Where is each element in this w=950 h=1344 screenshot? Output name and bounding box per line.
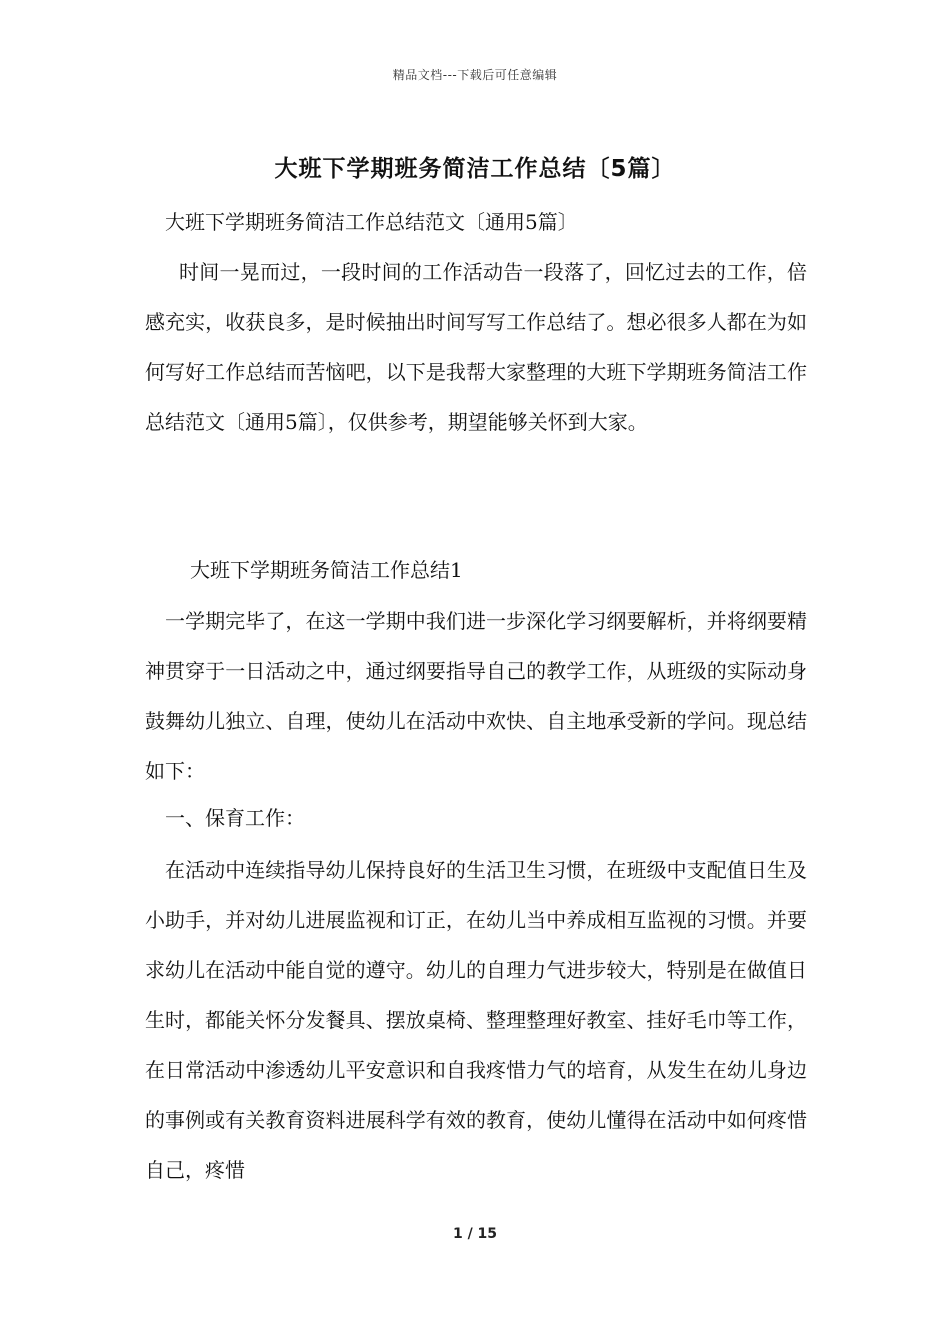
- heading-care-work: 一、保育工作：: [165, 806, 305, 830]
- document-title: 大班下学期班务简洁工作总结〔5篇〕: [274, 156, 676, 182]
- header-note: 精品文档---下载后可任意编辑: [392, 68, 558, 82]
- section-title: 大班下学期班务简洁工作总结1: [190, 558, 463, 582]
- care-work-paragraph: 在活动中连续指导幼儿保持良好的生活卫生习惯，在班级中支配值日生及小助手，并对幼儿进展监视和订正，在幼儿当中养成相互监视的习惯。并要求幼儿在活动中能自觉的遵守。幼儿的自理力气进步较大，特别是在做值日生时，都能关怀分发餐具、摆放桌椅、整理整理好教室、挂好毛巾等工作，在日常活动中渗透幼儿平安意识和自我疼惜力气的培育，从发生在幼儿身边的事例或有关教育资料进展科学有效的教育，使幼儿懂得在活动中如何疼惜自己，疼惜: [145, 858, 807, 1182]
- document-subtitle: 大班下学期班务简洁工作总结范文〔通用5篇〕: [165, 210, 578, 234]
- summary-paragraph: 一学期完毕了，在这一学期中我们进一步深化学习纲要解析，并将纲要精神贯穿于一日活动之中，通过纲要指导自己的教学工作，从班级的实际动身鼓舞幼儿独立、自理，使幼儿在活动中欢快、自主地承受新的学问。现总结如下：: [145, 609, 807, 783]
- page-number: 1 / 15: [452, 1226, 498, 1242]
- intro-paragraph: 时间一晃而过，一段时间的工作活动告一段落了，回忆过去的工作，倍感充实，收获良多，是时候抽出时间写写工作总结了。想必很多人都在为如何写好工作总结而苦恼吧，以下是我帮大家整理的大班下学期班务简洁工作总结范文〔通用5篇〕，仅供参考，期望能够关怀到大家。: [145, 260, 807, 434]
